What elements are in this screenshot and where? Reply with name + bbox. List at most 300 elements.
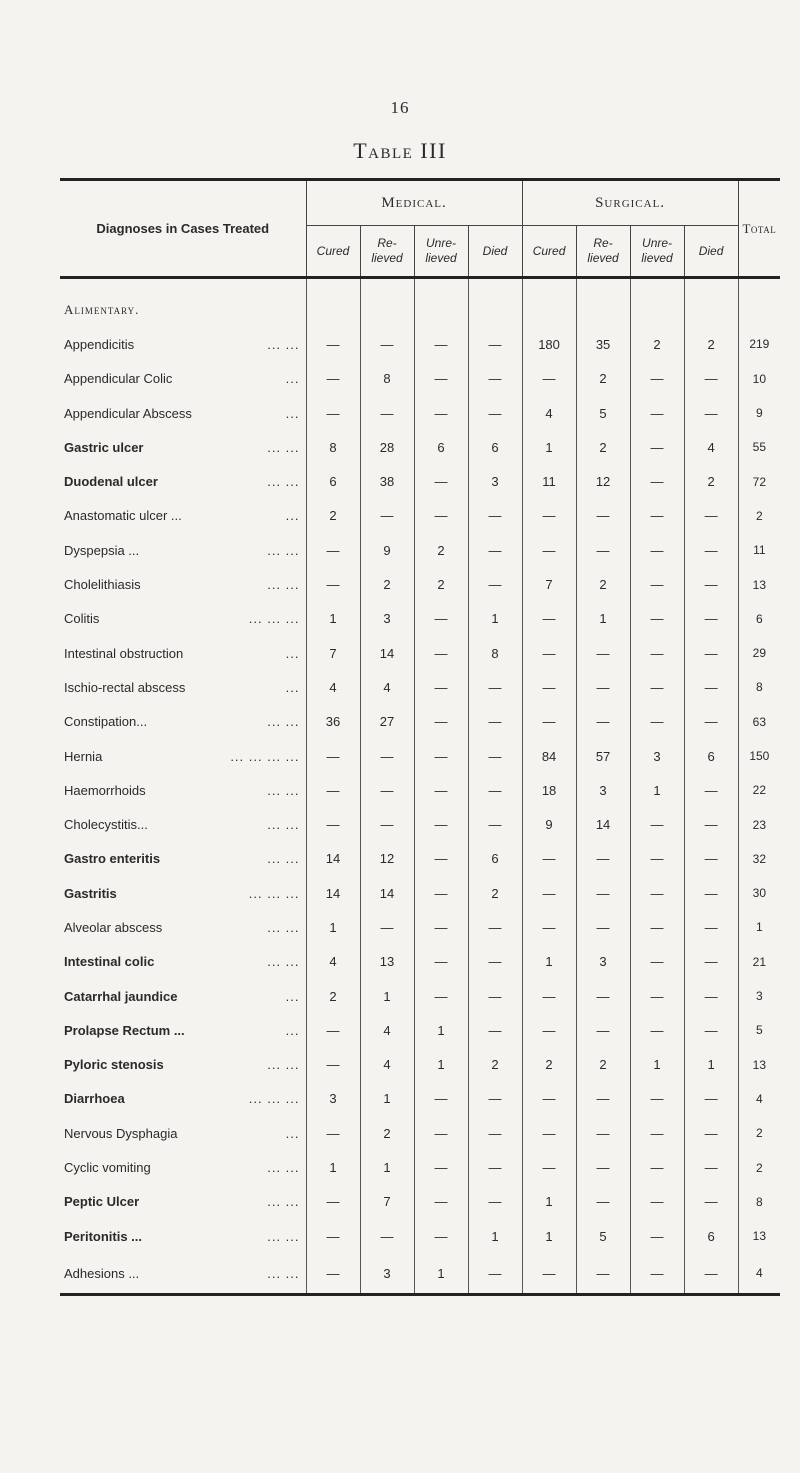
medical-died-cell: 1 xyxy=(468,602,522,636)
surgical-relieved-cell: 1 xyxy=(576,602,630,636)
surgical-died-cell: — xyxy=(684,396,738,430)
diagnosis-cell xyxy=(60,842,306,876)
surgical-cured-cell: — xyxy=(522,1013,576,1047)
surgical-died-cell: — xyxy=(684,533,738,567)
sub-header-surgical-relieved: Re- lieved xyxy=(576,226,630,278)
surgical-died-cell: — xyxy=(684,1150,738,1184)
diagnosis-cell xyxy=(60,464,306,498)
medical-cured-cell: 1 xyxy=(306,602,360,636)
diagnosis-cell xyxy=(60,1150,306,1184)
medical-unrelieved-cell: 1 xyxy=(414,1013,468,1047)
table-row xyxy=(60,362,780,396)
medical-unrelieved-cell: — xyxy=(414,910,468,944)
diagnosis-name: Peptic Ulcer xyxy=(64,1194,140,1210)
leader-dots: ... xyxy=(285,1022,300,1038)
leader-dots: ... ... xyxy=(267,1057,300,1073)
total-cell: 32 xyxy=(738,842,780,876)
medical-relieved-cell: 4 xyxy=(360,1048,414,1082)
surgical-relieved-cell: 14 xyxy=(576,807,630,841)
table-row xyxy=(60,636,780,670)
total-cell: 63 xyxy=(738,705,780,739)
medical-died-cell: — xyxy=(468,1116,522,1150)
diagnosis-cell xyxy=(60,1219,306,1253)
leader-dots: ... ... xyxy=(267,439,300,455)
medical-cured-cell: 36 xyxy=(306,705,360,739)
surgical-died-cell: — xyxy=(684,362,738,396)
surgical-died-cell: — xyxy=(684,773,738,807)
surgical-relieved-cell: 2 xyxy=(576,430,630,464)
diagnosis-cell xyxy=(60,945,306,979)
medical-relieved-cell: 2 xyxy=(360,1116,414,1150)
table-row xyxy=(60,1150,780,1184)
leader-dots: ... ... xyxy=(267,954,300,970)
medical-died-cell: — xyxy=(468,739,522,773)
medical-died-cell: — xyxy=(468,773,522,807)
diagnosis-name: Appendicular Abscess xyxy=(64,405,192,421)
leader-dots: ... ... xyxy=(267,817,300,833)
medical-relieved-cell: 8 xyxy=(360,362,414,396)
surgical-died-cell: 6 xyxy=(684,1219,738,1253)
surgical-died-cell: — xyxy=(684,670,738,704)
results-table-container xyxy=(60,178,780,1296)
medical-unrelieved-cell: — xyxy=(414,1185,468,1219)
medical-unrelieved-cell: — xyxy=(414,979,468,1013)
surgical-died-cell: — xyxy=(684,499,738,533)
surgical-unrelieved-cell: — xyxy=(630,499,684,533)
surgical-relieved-cell: 35 xyxy=(576,327,630,361)
surgical-cured-cell: — xyxy=(522,705,576,739)
surgical-unrelieved-cell: — xyxy=(630,1082,684,1116)
diagnosis-cell xyxy=(60,910,306,944)
table-row xyxy=(60,602,780,636)
medical-relieved-cell: 1 xyxy=(360,1150,414,1184)
surgical-died-cell: — xyxy=(684,636,738,670)
total-header: Total xyxy=(738,180,780,278)
surgical-unrelieved-cell: 1 xyxy=(630,1048,684,1082)
surgical-unrelieved-cell: — xyxy=(630,705,684,739)
diagnoses-header: Diagnoses in Cases Treated xyxy=(60,180,306,278)
medical-cured-cell: 2 xyxy=(306,499,360,533)
diagnosis-name: Gastro enteritis xyxy=(64,851,161,867)
medical-unrelieved-cell: — xyxy=(414,636,468,670)
surgical-died-cell: — xyxy=(684,1013,738,1047)
surgical-relieved-cell: 12 xyxy=(576,464,630,498)
medical-relieved-cell: — xyxy=(360,807,414,841)
surgical-unrelieved-cell: — xyxy=(630,533,684,567)
table-row xyxy=(60,910,780,944)
surgical-unrelieved-cell: — xyxy=(630,1150,684,1184)
surgical-unrelieved-cell: — xyxy=(630,1219,684,1253)
table-row xyxy=(60,876,780,910)
medical-unrelieved-cell: — xyxy=(414,670,468,704)
surgical-cured-cell: — xyxy=(522,979,576,1013)
diagnosis-cell xyxy=(60,533,306,567)
diagnosis-name: Hernia xyxy=(64,748,103,764)
surgical-cured-cell: — xyxy=(522,842,576,876)
medical-unrelieved-cell: — xyxy=(414,1082,468,1116)
medical-unrelieved-cell: — xyxy=(414,876,468,910)
medical-died-cell: — xyxy=(468,705,522,739)
medical-died-cell: — xyxy=(468,979,522,1013)
diagnosis-name: Gastritis xyxy=(64,885,117,901)
medical-cured-cell: — xyxy=(306,1253,360,1295)
surgical-relieved-cell: 3 xyxy=(576,773,630,807)
diagnosis-name: Dyspepsia ... xyxy=(64,542,140,558)
surgical-died-cell: — xyxy=(684,945,738,979)
table-body xyxy=(60,278,780,1295)
surgical-died-cell: 2 xyxy=(684,464,738,498)
surgical-relieved-cell: — xyxy=(576,1150,630,1184)
surgical-relieved-cell: — xyxy=(576,636,630,670)
surgical-unrelieved-cell: — xyxy=(630,1185,684,1219)
medical-cured-cell: 4 xyxy=(306,670,360,704)
table-row xyxy=(60,1082,780,1116)
surgical-unrelieved-cell: — xyxy=(630,636,684,670)
surgical-relieved-cell: — xyxy=(576,842,630,876)
surgical-relieved-cell: 2 xyxy=(576,1048,630,1082)
medical-relieved-cell: 2 xyxy=(360,567,414,601)
surgical-cured-cell: 1 xyxy=(522,1185,576,1219)
surgical-cured-cell: — xyxy=(522,1082,576,1116)
leader-dots: ... ... xyxy=(267,919,300,935)
medical-unrelieved-cell: — xyxy=(414,842,468,876)
diagnosis-cell xyxy=(60,1253,306,1295)
medical-cured-cell: 1 xyxy=(306,1150,360,1184)
leader-dots: ... ... ... xyxy=(248,611,300,627)
surgical-died-cell: — xyxy=(684,705,738,739)
diagnosis-cell xyxy=(60,327,306,361)
medical-died-cell: 8 xyxy=(468,636,522,670)
medical-died-cell: — xyxy=(468,945,522,979)
surgical-died-cell: — xyxy=(684,1082,738,1116)
medical-unrelieved-cell: 2 xyxy=(414,533,468,567)
surgical-cured-cell: — xyxy=(522,1116,576,1150)
table-row xyxy=(60,1013,780,1047)
diagnosis-cell xyxy=(60,1082,306,1116)
table-row xyxy=(60,464,780,498)
surgical-relieved-cell: 3 xyxy=(576,945,630,979)
medical-cured-cell: — xyxy=(306,327,360,361)
total-cell: 4 xyxy=(738,1082,780,1116)
diagnosis-cell xyxy=(60,1185,306,1219)
medical-unrelieved-cell: — xyxy=(414,705,468,739)
total-cell: 8 xyxy=(738,670,780,704)
medical-relieved-cell: 4 xyxy=(360,1013,414,1047)
table-row xyxy=(60,327,780,361)
diagnosis-cell xyxy=(60,499,306,533)
medical-unrelieved-cell: — xyxy=(414,773,468,807)
medical-cured-cell: — xyxy=(306,533,360,567)
total-cell: 219 xyxy=(738,327,780,361)
surgical-cured-cell: — xyxy=(522,499,576,533)
diagnosis-name: Gastric ulcer xyxy=(64,439,144,455)
surgical-unrelieved-cell: — xyxy=(630,1116,684,1150)
surgical-relieved-cell: — xyxy=(576,876,630,910)
surgical-unrelieved-cell: — xyxy=(630,464,684,498)
medical-died-cell: — xyxy=(468,396,522,430)
page-number: 16 xyxy=(390,98,410,117)
total-cell: 30 xyxy=(738,876,780,910)
medical-cured-cell: 2 xyxy=(306,979,360,1013)
diagnosis-cell xyxy=(60,430,306,464)
total-cell: 6 xyxy=(738,602,780,636)
medical-relieved-cell: 3 xyxy=(360,1253,414,1295)
medical-died-cell: — xyxy=(468,499,522,533)
medical-relieved-cell: 14 xyxy=(360,876,414,910)
surgical-died-cell: 1 xyxy=(684,1048,738,1082)
surgical-cured-cell: — xyxy=(522,602,576,636)
medical-died-cell: — xyxy=(468,910,522,944)
medical-relieved-cell: — xyxy=(360,910,414,944)
medical-relieved-cell: — xyxy=(360,327,414,361)
leader-dots: ... ... xyxy=(267,714,300,730)
medical-unrelieved-cell: — xyxy=(414,327,468,361)
medical-cured-cell: 1 xyxy=(306,910,360,944)
surgical-cured-cell: 1 xyxy=(522,1219,576,1253)
surgical-relieved-cell: — xyxy=(576,670,630,704)
total-cell: 1 xyxy=(738,910,780,944)
medical-cured-cell: 3 xyxy=(306,1082,360,1116)
surgical-cured-cell: 4 xyxy=(522,396,576,430)
surgical-cured-cell: — xyxy=(522,876,576,910)
surgical-cured-cell: — xyxy=(522,362,576,396)
diagnoses-table xyxy=(60,178,780,1296)
medical-relieved-cell: 9 xyxy=(360,533,414,567)
medical-died-cell: — xyxy=(468,1082,522,1116)
leader-dots: ... ... xyxy=(267,851,300,867)
diagnosis-name: Cholelithiasis xyxy=(64,577,141,593)
medical-died-cell: — xyxy=(468,533,522,567)
surgical-relieved-cell: — xyxy=(576,705,630,739)
total-cell: 22 xyxy=(738,773,780,807)
medical-relieved-cell: 12 xyxy=(360,842,414,876)
medical-relieved-cell: 1 xyxy=(360,979,414,1013)
surgical-unrelieved-cell: — xyxy=(630,807,684,841)
medical-unrelieved-cell: — xyxy=(414,362,468,396)
surgical-relieved-cell: — xyxy=(576,910,630,944)
table-row xyxy=(60,705,780,739)
total-cell: 72 xyxy=(738,464,780,498)
surgical-relieved-cell: 2 xyxy=(576,567,630,601)
medical-cured-cell: — xyxy=(306,362,360,396)
medical-cured-cell: — xyxy=(306,567,360,601)
total-cell: 4 xyxy=(738,1253,780,1295)
diagnosis-name: Haemorrhoids xyxy=(64,782,146,798)
diagnosis-name: Peritonitis ... xyxy=(64,1228,143,1244)
medical-died-cell: — xyxy=(468,362,522,396)
table-row xyxy=(60,533,780,567)
surgical-unrelieved-cell: — xyxy=(630,945,684,979)
medical-relieved-cell: — xyxy=(360,739,414,773)
table-row xyxy=(60,670,780,704)
diagnosis-name: Intestinal colic xyxy=(64,954,155,970)
leader-dots: ... ... xyxy=(267,1160,300,1176)
surgical-header: Surgical. xyxy=(522,180,738,226)
medical-died-cell: 2 xyxy=(468,876,522,910)
medical-cured-cell: — xyxy=(306,1116,360,1150)
table-row xyxy=(60,1116,780,1150)
total-cell: 13 xyxy=(738,1219,780,1253)
medical-died-cell: — xyxy=(468,1013,522,1047)
sub-header-medical-unrelieved: Unre- lieved xyxy=(414,226,468,278)
medical-unrelieved-cell: 1 xyxy=(414,1253,468,1295)
surgical-relieved-cell: 5 xyxy=(576,396,630,430)
table-row xyxy=(60,567,780,601)
diagnosis-name: Colitis xyxy=(64,611,100,627)
medical-died-cell: 6 xyxy=(468,430,522,464)
leader-dots: ... xyxy=(285,371,300,387)
table-row xyxy=(60,499,780,533)
medical-cured-cell: — xyxy=(306,773,360,807)
table-row xyxy=(60,773,780,807)
medical-relieved-cell: 7 xyxy=(360,1185,414,1219)
leader-dots: ... xyxy=(285,679,300,695)
surgical-relieved-cell: — xyxy=(576,1116,630,1150)
table-row xyxy=(60,1185,780,1219)
medical-cured-cell: — xyxy=(306,807,360,841)
table-row xyxy=(60,1219,780,1253)
leader-dots: ... xyxy=(285,1125,300,1141)
table-title: Table III xyxy=(353,138,447,163)
surgical-unrelieved-cell: — xyxy=(630,396,684,430)
total-cell: 2 xyxy=(738,499,780,533)
diagnosis-cell xyxy=(60,876,306,910)
leader-dots: ... ... ... xyxy=(248,1091,300,1107)
diagnosis-name: Prolapse Rectum ... xyxy=(64,1022,185,1038)
leader-dots: ... ... xyxy=(267,542,300,558)
medical-unrelieved-cell: 1 xyxy=(414,1048,468,1082)
surgical-died-cell: — xyxy=(684,1116,738,1150)
diagnosis-name: Duodenal ulcer xyxy=(64,474,158,490)
surgical-cured-cell: — xyxy=(522,636,576,670)
medical-unrelieved-cell: 2 xyxy=(414,567,468,601)
medical-unrelieved-cell: — xyxy=(414,396,468,430)
surgical-died-cell: 6 xyxy=(684,739,738,773)
surgical-unrelieved-cell: — xyxy=(630,602,684,636)
diagnosis-name: Cholecystitis... xyxy=(64,817,148,833)
medical-relieved-cell: 4 xyxy=(360,670,414,704)
surgical-cured-cell: — xyxy=(522,1150,576,1184)
diagnosis-cell xyxy=(60,773,306,807)
surgical-relieved-cell: 5 xyxy=(576,1219,630,1253)
sub-header-medical-died: Died xyxy=(468,226,522,278)
medical-unrelieved-cell: — xyxy=(414,1150,468,1184)
medical-unrelieved-cell: — xyxy=(414,464,468,498)
sub-header-surgical-cured: Cured xyxy=(522,226,576,278)
diagnosis-cell xyxy=(60,1048,306,1082)
medical-cured-cell: — xyxy=(306,1013,360,1047)
surgical-unrelieved-cell: — xyxy=(630,876,684,910)
surgical-cured-cell: 2 xyxy=(522,1048,576,1082)
leader-dots: ... xyxy=(285,988,300,1004)
leader-dots: ... ... xyxy=(267,1228,300,1244)
total-cell: 150 xyxy=(738,739,780,773)
surgical-cured-cell: 18 xyxy=(522,773,576,807)
surgical-unrelieved-cell: — xyxy=(630,979,684,1013)
leader-dots: ... xyxy=(285,405,300,421)
medical-relieved-cell: 28 xyxy=(360,430,414,464)
surgical-cured-cell: — xyxy=(522,910,576,944)
surgical-unrelieved-cell: 1 xyxy=(630,773,684,807)
surgical-died-cell: — xyxy=(684,567,738,601)
medical-died-cell: — xyxy=(468,327,522,361)
medical-died-cell: — xyxy=(468,1185,522,1219)
surgical-relieved-cell: — xyxy=(576,1185,630,1219)
total-cell: 8 xyxy=(738,1185,780,1219)
diagnosis-name: Constipation... xyxy=(64,714,148,730)
surgical-unrelieved-cell: — xyxy=(630,670,684,704)
medical-relieved-cell: 3 xyxy=(360,602,414,636)
surgical-unrelieved-cell: — xyxy=(630,910,684,944)
table-row xyxy=(60,739,780,773)
medical-died-cell: 1 xyxy=(468,1219,522,1253)
surgical-cured-cell: 7 xyxy=(522,567,576,601)
medical-cured-cell: 4 xyxy=(306,945,360,979)
leader-dots: ... ... xyxy=(267,336,300,352)
diagnosis-name: Diarrhoea xyxy=(64,1091,125,1107)
diagnosis-name: Pyloric stenosis xyxy=(64,1057,164,1073)
medical-relieved-cell: 13 xyxy=(360,945,414,979)
diagnosis-cell xyxy=(60,567,306,601)
total-cell: 9 xyxy=(738,396,780,430)
leader-dots: ... ... xyxy=(267,577,300,593)
diagnosis-cell xyxy=(60,362,306,396)
medical-unrelieved-cell: — xyxy=(414,602,468,636)
medical-cured-cell: 7 xyxy=(306,636,360,670)
diagnosis-name: Intestinal obstruction xyxy=(64,645,184,661)
diagnosis-cell xyxy=(60,807,306,841)
leader-dots: ... ... xyxy=(267,1265,300,1281)
total-cell: 21 xyxy=(738,945,780,979)
diagnosis-name: Nervous Dysphagia xyxy=(64,1125,178,1141)
leader-dots: ... ... xyxy=(267,1194,300,1210)
surgical-relieved-cell: 2 xyxy=(576,362,630,396)
surgical-unrelieved-cell: — xyxy=(630,362,684,396)
surgical-died-cell: — xyxy=(684,1253,738,1295)
leader-dots: ... ... xyxy=(267,782,300,798)
surgical-cured-cell: 9 xyxy=(522,807,576,841)
sub-header-medical-relieved: Re- lieved xyxy=(360,226,414,278)
surgical-cured-cell: — xyxy=(522,670,576,704)
table-row xyxy=(60,842,780,876)
surgical-relieved-cell: — xyxy=(576,1013,630,1047)
medical-unrelieved-cell: — xyxy=(414,1116,468,1150)
surgical-cured-cell: — xyxy=(522,1253,576,1295)
surgical-unrelieved-cell: 2 xyxy=(630,327,684,361)
medical-cured-cell: — xyxy=(306,739,360,773)
medical-relieved-cell: — xyxy=(360,396,414,430)
medical-unrelieved-cell: 6 xyxy=(414,430,468,464)
total-cell: 13 xyxy=(738,567,780,601)
table-row xyxy=(60,979,780,1013)
surgical-unrelieved-cell: — xyxy=(630,430,684,464)
medical-cured-cell: 6 xyxy=(306,464,360,498)
medical-relieved-cell: 38 xyxy=(360,464,414,498)
diagnosis-cell xyxy=(60,979,306,1013)
surgical-cured-cell: 11 xyxy=(522,464,576,498)
surgical-relieved-cell: 57 xyxy=(576,739,630,773)
surgical-relieved-cell: — xyxy=(576,533,630,567)
medical-unrelieved-cell: — xyxy=(414,499,468,533)
medical-died-cell: — xyxy=(468,1253,522,1295)
medical-relieved-cell: 27 xyxy=(360,705,414,739)
total-cell: 3 xyxy=(738,979,780,1013)
surgical-died-cell: 4 xyxy=(684,430,738,464)
medical-relieved-cell: 14 xyxy=(360,636,414,670)
medical-died-cell: 3 xyxy=(468,464,522,498)
medical-unrelieved-cell: — xyxy=(414,1219,468,1253)
diagnosis-name: Adhesions ... xyxy=(64,1265,140,1281)
